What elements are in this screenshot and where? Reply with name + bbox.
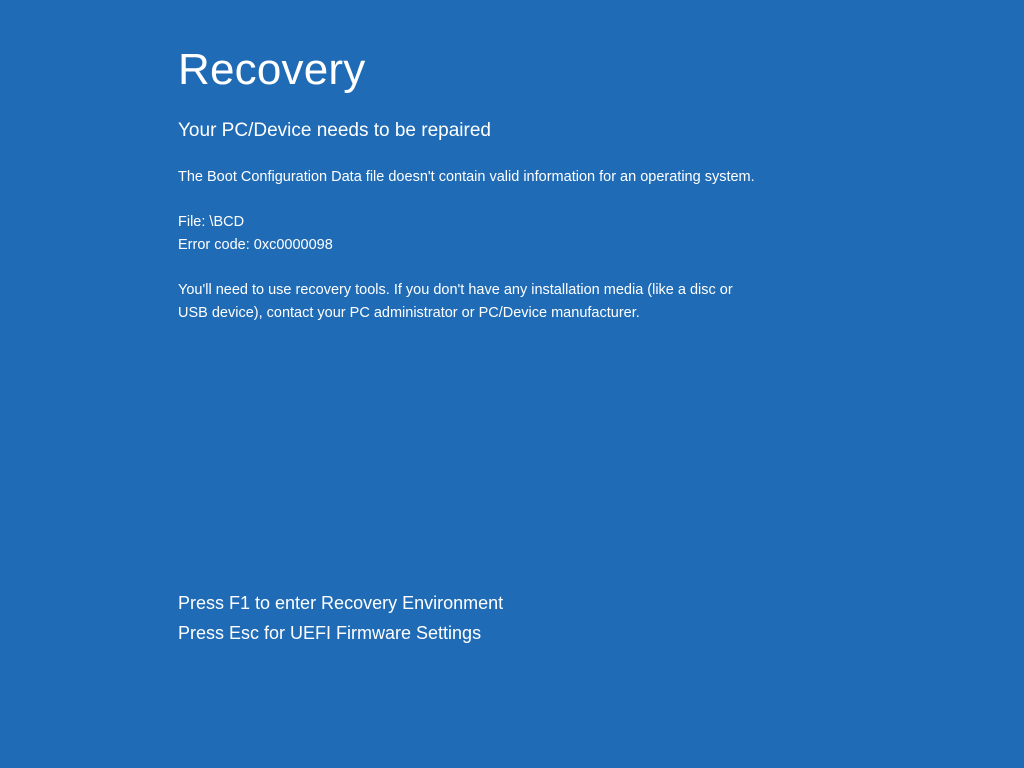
key-option-f1-recovery-environment[interactable]: Press F1 to enter Recovery Environment: [178, 593, 504, 613]
recovery-content: [178, 44, 878, 347]
recovery-key-options: [178, 588, 878, 648]
key-option-esc-uefi-firmware-settings[interactable]: Press Esc for UEFI Firmware Settings: [178, 623, 482, 643]
recovery-message: The Boot Configuration Data file doesn't contain valid information for an operating system.: [178, 169, 755, 185]
error-file-line: File: \BCD: [178, 214, 245, 230]
error-code-line: Error code: 0xc0000098: [178, 237, 333, 253]
recovery-instructions: You'll need to use recovery tools. If you don't have any installation media (like a disc or USB device), contact your PC administrator or PC/Device manufacturer.: [178, 282, 733, 321]
recovery-subtitle: Your PC/Device needs to be repaired: [178, 120, 491, 141]
page-title: Recovery: [178, 45, 366, 94]
error-details: [178, 211, 878, 257]
